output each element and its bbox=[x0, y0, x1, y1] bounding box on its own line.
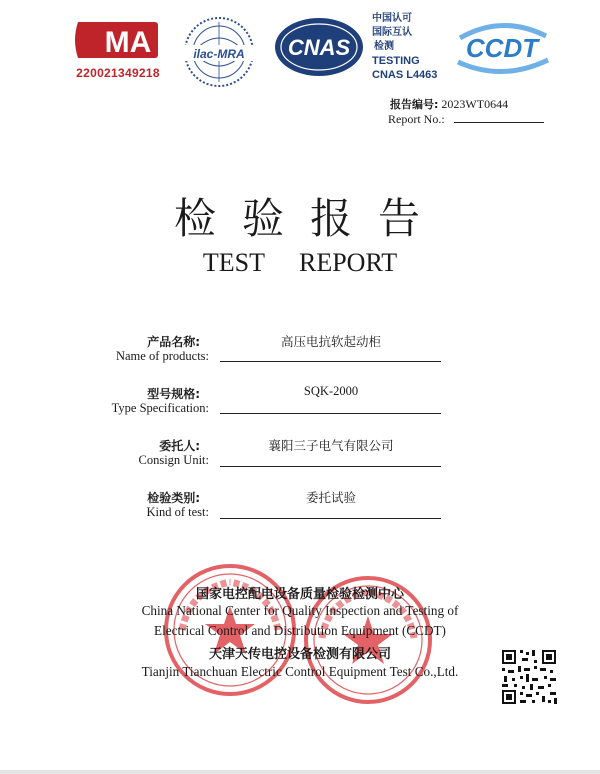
field-label-cn: 产品名称: bbox=[147, 335, 200, 349]
report-number-label-en: Report No.: bbox=[388, 112, 445, 126]
qr-code bbox=[500, 648, 558, 706]
field-value-product-name: 高压电抗软起动柜 bbox=[280, 335, 381, 349]
cnas-side-line: 中国认可 bbox=[372, 13, 412, 24]
field-label-en: Kind of test: bbox=[146, 505, 209, 519]
cnas-logo-text: CNAS bbox=[287, 35, 351, 60]
field-underline bbox=[220, 361, 441, 362]
issuer-center-en-line2: Electrical Control and Distribution Equipment (CCDT) bbox=[154, 623, 446, 638]
cnas-side-line: 检测 bbox=[374, 41, 394, 52]
ccdt-logo-text: CCDT bbox=[465, 33, 539, 63]
field-label-cn: 型号规格: bbox=[147, 387, 200, 401]
field-underline bbox=[220, 518, 441, 519]
report-number-underline bbox=[454, 122, 544, 123]
field-value-kind-of-test: 委托试验 bbox=[305, 491, 356, 505]
cnas-side-line: CNAS L4463 bbox=[372, 69, 438, 81]
report-number bbox=[390, 96, 508, 112]
ccdt-logo bbox=[450, 16, 554, 80]
field-underline bbox=[220, 466, 441, 467]
cma-number: 220021349218 bbox=[76, 66, 160, 80]
field-label-en: Type Specification: bbox=[111, 401, 209, 415]
cma-logo-text: MA bbox=[104, 26, 152, 59]
cnas-accreditation-text bbox=[372, 12, 437, 82]
ilac-logo-text: ilac-MRA bbox=[193, 47, 245, 61]
field-value-consign-unit: 襄阳三子电气有限公司 bbox=[268, 439, 394, 453]
title-en: TEST REPORT bbox=[202, 248, 398, 277]
cnas-side-line: TESTING bbox=[372, 55, 420, 67]
field-label-cn: 检验类别: bbox=[147, 491, 200, 505]
field-label-en: Consign Unit: bbox=[138, 453, 209, 467]
cnas-logo bbox=[272, 16, 366, 78]
field-label-en: Name of products: bbox=[115, 349, 209, 363]
ilac-mra-logo bbox=[178, 14, 260, 90]
issuer-company-en: Tianjin Tianchuan Electric Control Equipment Test Co.,Ltd. bbox=[141, 664, 459, 679]
report-number-value: 2023WT0644 bbox=[441, 97, 509, 111]
field-label-cn: 委托人: bbox=[159, 439, 200, 453]
field-value-type-spec: SQK-2000 bbox=[303, 384, 359, 398]
cnas-side-line: 国际互认 bbox=[372, 27, 412, 38]
issuer-company-cn: 天津天传电控设备检测有限公司 bbox=[208, 647, 391, 662]
issuer-center-en-line1: China National Center for Quality Inspection and Testing of bbox=[141, 603, 459, 618]
cma-logo bbox=[72, 18, 162, 62]
report-number-label-cn: 报告编号: bbox=[390, 98, 439, 111]
field-underline bbox=[220, 413, 441, 414]
title-cn: 检验报告 bbox=[173, 194, 446, 243]
issuer-center-cn: 国家电控配电设备质量检验检测中心 bbox=[195, 587, 404, 602]
page-bottom-edge bbox=[0, 770, 600, 774]
